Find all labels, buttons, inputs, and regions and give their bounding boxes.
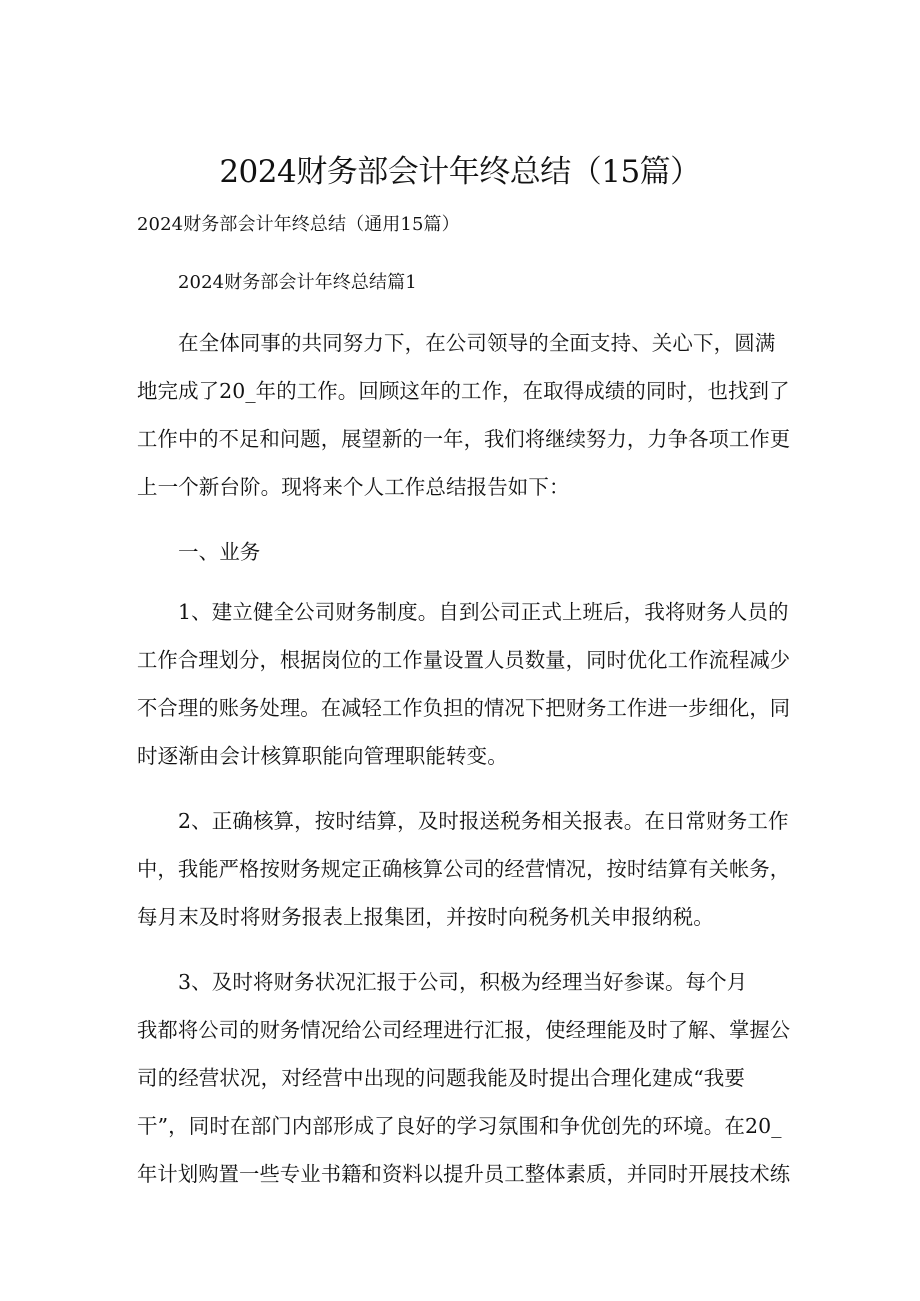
heading-business: 一、业务 (178, 540, 261, 564)
para3-line-2: 中，我能严格按财务规定正确核算公司的经营情况，按时结算有关帐务， (137, 857, 791, 881)
para4-line-4: 干”，同时在部门内部形成了良好的学习氛围和争优创先的环境。在20_ (137, 1114, 782, 1138)
para4-line-3: 司的经营状况，对经营中出现的问题我能及时提出合理化建成“我要 (137, 1066, 745, 1090)
para1-line-3: 工作中的不足和问题，展望新的一年，我们将继续努力，力争各项工作更 (137, 427, 791, 451)
document-subtitle: 2024财务部会计年终总结（通用15篇） (137, 214, 460, 235)
para2-line-3: 不合理的账务处理。在减轻工作负担的情况下把财务工作进一步细化，同 (137, 696, 791, 720)
section-heading: 2024财务部会计年终总结篇1 (178, 272, 417, 293)
para2-line-2: 工作合理划分，根据岗位的工作量设置人员数量，同时优化工作流程减少 (137, 648, 791, 672)
para4-line-2: 我都将公司的财务情况给公司经理进行汇报，使经理能及时了解、掌握公 (137, 1018, 791, 1042)
para3-line-3: 每月末及时将财务报表上报集团，并按时向税务机关申报纳税。 (137, 905, 714, 929)
para4-line-5: 年计划购置一些专业书籍和资料以提升员工整体素质，并同时开展技术练 (137, 1162, 791, 1186)
para4-line-1: 3、及时将财务状况汇报于公司，积极为经理当好参谋。每个月 (178, 970, 748, 994)
para2-line-4: 时逐渐由会计核算职能向管理职能转变。 (137, 744, 508, 768)
document-title: 2024财务部会计年终总结（15篇） (219, 154, 701, 190)
para1-line-4: 上一个新台阶。现将来个人工作总结报告如下： (137, 475, 570, 499)
para2-line-1: 1、建立健全公司财务制度。自到公司正式上班后，我将财务人员的 (178, 600, 789, 624)
para1-line-1: 在全体同事的共同努力下，在公司领导的全面支持、关心下，圆满 (178, 331, 776, 355)
para3-line-1: 2、正确核算，按时结算，及时报送税务相关报表。在日常财务工作 (178, 809, 789, 833)
para1-line-2: 地完成了20_年的工作。回顾这年的工作，在取得成绩的同时，也找到了 (137, 379, 790, 403)
